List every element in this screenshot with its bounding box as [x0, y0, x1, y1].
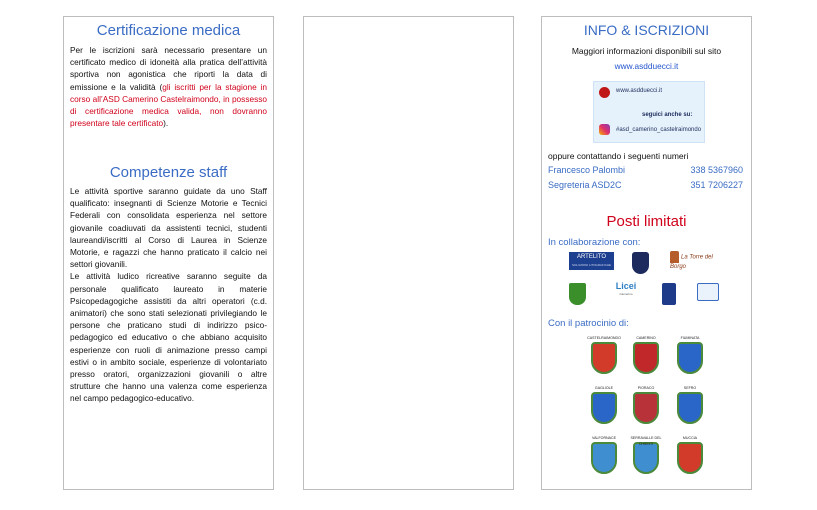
contact-row [548, 180, 743, 190]
contact-number[interactable]: 338 5367960 [690, 165, 743, 175]
tower-icon [670, 251, 679, 263]
posti-title: Posti limitati [606, 213, 687, 230]
emblem-logo [662, 283, 676, 305]
comune-name: CAMERINO [636, 336, 656, 340]
right-panel [541, 16, 752, 490]
coat-of-arms-icon [677, 442, 703, 474]
torre-logo [670, 251, 728, 269]
comune-name: CASTELRAIMONDO [587, 336, 621, 340]
comune-name: FIUMINATA [680, 336, 700, 340]
coat-of-arms-cell [626, 385, 666, 424]
coat-of-arms-cell [584, 385, 624, 424]
middle-panel [303, 16, 514, 490]
website-icon [599, 87, 610, 98]
patro-title: Con il patrocinio di: [548, 318, 629, 329]
collab-title: In collaborazione con: [548, 237, 641, 248]
comune-name: SEFRO [683, 386, 697, 390]
comune-name: VALFORNACE [591, 436, 617, 440]
contact-line: oppure contattando i seguenti numeri [548, 151, 689, 161]
coat-of-arms-cell [670, 335, 710, 374]
coat-of-arms-cell [626, 335, 666, 374]
shield-logo [569, 283, 586, 305]
social-instagram[interactable]: #asd_camerino_castelraimondo [616, 127, 702, 133]
social-box [593, 81, 705, 143]
left-panel [63, 16, 274, 490]
artelito-subtext: SOLUZIONI LITOGRAFICHE [571, 263, 612, 267]
cert-text-part-1: Per le iscrizioni sarà necessario presentare un certificato medico di idoneità alla pratica dell’attività sportiva non agonistica che riporti la data di emissione e la validità ( [70, 45, 267, 92]
social-follow: seguici anche su: [642, 112, 693, 118]
coat-of-arms-icon [633, 342, 659, 374]
comune-name: PIORACO [637, 386, 655, 390]
contact-number[interactable]: 351 7206227 [690, 180, 743, 190]
coat-of-arms-cell [670, 435, 710, 474]
info-site-link[interactable]: www.asdduecci.it [614, 61, 679, 71]
coat-of-arms-icon [677, 342, 703, 374]
staff-title: Competenze staff [109, 164, 228, 181]
comune-name: SERRAVALLE DEL CHIENTI [630, 436, 662, 446]
social-site[interactable]: www.asdduecci.it [616, 88, 663, 94]
cert-text-red: gli iscritti per la stagione in corso all’ASD Camerino Castelraimondo, in possesso di certificazione medica valida, non dovranno presentare tale certificato [70, 81, 267, 129]
contact-name: Segreteria ASD2C [548, 180, 622, 190]
cert-text [70, 44, 267, 129]
licei-text: Licei [615, 281, 637, 291]
torre-text: La Torre del Borgo [670, 254, 713, 270]
coat-of-arms-cell [670, 385, 710, 424]
comune-name: MUCCIA [682, 436, 698, 440]
coat-of-arms-icon [677, 392, 703, 424]
comune-name: GAGLIOLE [594, 386, 614, 390]
info-line: Maggiori informazioni disponibili sul sito [571, 46, 722, 56]
staff-paragraph-1: Le attività sportive saranno guidate da uno Staff qualificato: insegnanti di Scienze Motorie e Tecnici Federali con consolidata esperienza nel settore giovanile coadiuvati da assistenti tecnici, studenti laureandi/iscritti al Corso di Laurea in Scienze Motorie, e ragazzi che hanno praticato il calcio nei settori giovanili. [70, 186, 267, 270]
info-title: INFO & ISCRIZIONI [583, 22, 710, 38]
staff-text [70, 185, 267, 405]
cert-text-part-2: ). [163, 118, 169, 129]
coat-of-arms-icon [633, 392, 659, 424]
artelito-logo [569, 252, 614, 270]
licei-logo [612, 281, 640, 305]
licei-subtext: Camerino [619, 292, 633, 296]
staff-paragraph-2: Le attività ludico ricreative saranno seguite da personale qualificato laureato in materie Psicopedagogiche assistiti da altri operatori (c.d. animatori) che sono stati selezionati privilegiando le persone che praticano studi di indirizzo psico-pedagogico ed educativo o che abbiano acquisito esperienze con ruoli di animazione presso campi estivi o in ambito sociale, esperienze di volontariato presso oratori, organizzazioni giovanili o altre strutture che hanno una valenza come esperienza nel campo pedagogico-educativo. [70, 271, 267, 404]
coat-of-arms-cell [626, 435, 666, 474]
cert-title: Certificazione medica [96, 22, 241, 39]
coat-of-arms-icon [591, 342, 617, 374]
coat-of-arms-icon [591, 442, 617, 474]
coat-of-arms-cell [584, 335, 624, 374]
instagram-icon [599, 124, 610, 135]
contact-name: Francesco Palombi [548, 165, 626, 175]
cup-logo [697, 283, 719, 301]
crest-logo [632, 252, 649, 274]
coat-of-arms-cell [584, 435, 624, 474]
contact-row [548, 165, 743, 175]
artelito-text: ARTELITO [576, 254, 607, 260]
coat-of-arms-icon [591, 392, 617, 424]
